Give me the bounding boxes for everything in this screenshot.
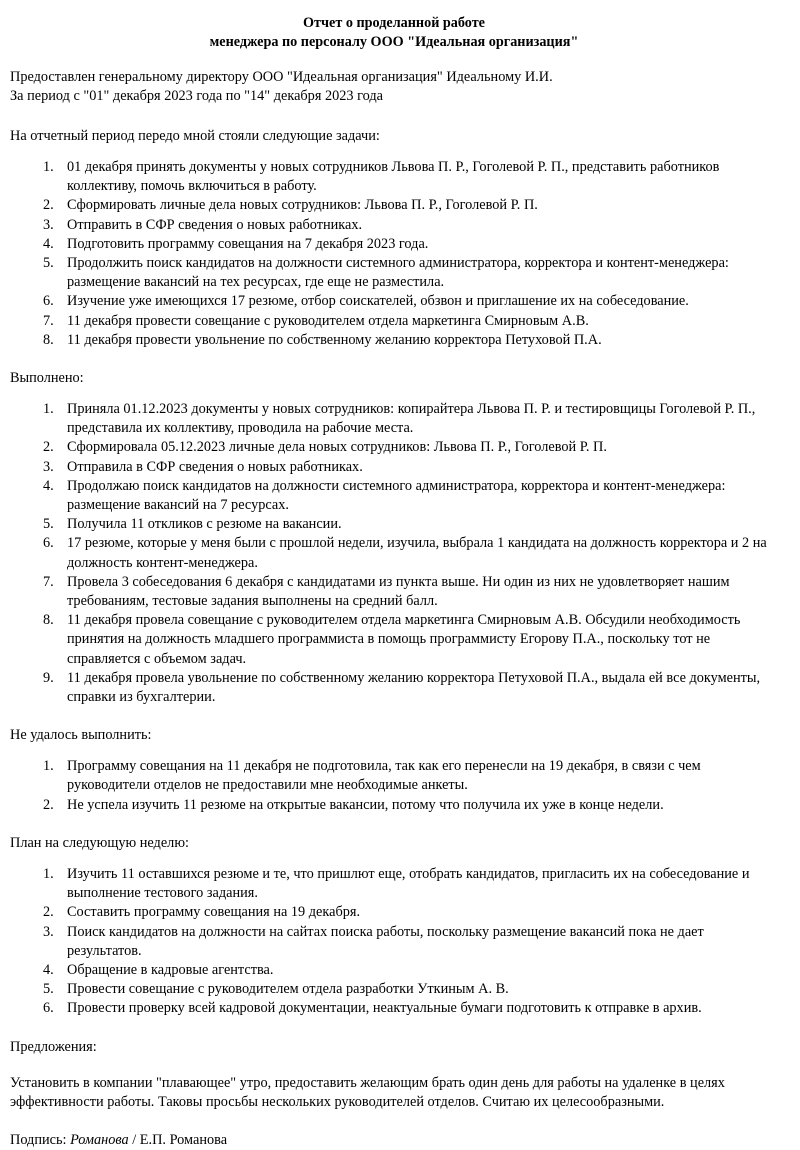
list-item: Изучение уже имеющихся 17 резюме, отбор соискателей, обзвон и приглашение их на собеседование.	[67, 293, 689, 310]
proposals-heading: Предложения:	[10, 1038, 97, 1055]
list-item: Сформировать личные дела новых сотрудников: Львова П. Р., Гоголевой Р. П.	[67, 197, 538, 214]
signature-printed-name: Е.П. Романова	[139, 1131, 228, 1148]
list-item: Провести совещание с руководителем отдела разработки Уткиным А. В.	[67, 981, 509, 998]
list-item: 11 декабря провела совещание с руководителем отдела маркетинга Смирновым А.В. Обсудили необходимость принятия на должность младшего программиста в помощь программисту Егорову П.А., поскольку тот не справляется с объемом задач.	[67, 612, 741, 667]
list-item: Продолжить поиск кандидатов на должности системного администратора, корректора и контент-менеджера: размещение вакансий на тех ресурсах, где еще не разместила.	[67, 255, 729, 291]
list-item: Не успела изучить 11 резюме на открытые вакансии, потому что получила их уже в конце недели.	[67, 796, 664, 813]
document-title-line-1: Отчет о проделанной работе	[303, 15, 485, 31]
list-item: 11 декабря провести совещание с руководителем отдела маркетинга Смирновым А.В.	[67, 312, 589, 329]
list-item: 11 декабря провести увольнение по собственному желанию корректора Петуховой П.А.	[67, 331, 602, 348]
list-item: Получила 11 откликов с резюме на вакансии.	[67, 516, 342, 533]
plan-list	[10, 865, 778, 1019]
list-item: Провести проверку всей кадровой документации, неактуальные бумаги подготовить к отправке в архив.	[67, 1000, 702, 1017]
list-item: Приняла 01.12.2023 документы у новых сотрудников: копирайтера Львова П. Р. и тестировщицы Гоголевой Р. П., представила их коллективу, проводила на рабочие места.	[67, 401, 756, 437]
signature-handwritten: Романова	[70, 1131, 129, 1148]
document-intro	[10, 68, 778, 106]
list-item: Сформировала 05.12.2023 личные дела новых сотрудников: Львова П. Р., Гоголевой Р. П.	[67, 439, 607, 456]
list-item: 17 резюме, которые у меня были с прошлой недели, изучила, выбрала 1 кандидата на должность корректора и 2 на должность контент-менеджера.	[67, 535, 767, 571]
completed-list	[10, 400, 778, 707]
signature-label: Подпись:	[10, 1131, 67, 1148]
list-item: Отправила в СФР сведения о новых работниках.	[67, 458, 363, 475]
plan-heading: План на следующую неделю:	[10, 834, 189, 851]
completed-heading: Выполнено:	[10, 370, 84, 387]
list-item: Подготовить программу совещания на 7 декабря 2023 года.	[67, 235, 429, 252]
list-item: Поиск кандидатов на должности на сайтах поиска работы, поскольку размещение вакансий пока не дает результатов.	[67, 923, 704, 959]
list-item: Обращение в кадровые агентства.	[67, 961, 274, 978]
tasks-list	[10, 158, 778, 350]
list-item: Продолжаю поиск кандидатов на должности системного администратора, корректора и контент-менеджера: размещение вакансий на 7 ресурсах.	[67, 477, 726, 514]
intro-period-line: За период с "01" декабря 2023 года по "14" декабря 2023 года	[10, 88, 384, 104]
failed-heading: Не удалось выполнить:	[10, 727, 152, 744]
document-title-line-2: менеджера по персоналу ООО "Идеальная организация"	[209, 33, 579, 50]
signature-separator: /	[132, 1131, 137, 1148]
list-item: Отправить в СФР сведения о новых работниках.	[67, 216, 363, 233]
signature-line	[10, 1131, 778, 1150]
list-item: Программу совещания на 11 декабря не подготовила, так как его перенесли на 19 декабря, в связи с чем руководители отделов не предоставили мне необходимые анкеты.	[67, 758, 701, 794]
list-item: Составить программу совещания на 19 декабря.	[67, 904, 361, 921]
document-title	[10, 14, 778, 51]
list-item: 11 декабря провела увольнение по собственному желанию корректора Петуховой П.А., выдала ей все документы, справки из бухгалтерии.	[67, 669, 761, 706]
list-item: Провела 3 собеседования 6 декабря с кандидатами из пункта выше. Ни один из них не удовлетворяет нашим требованиям, тестовые задания выполнены на средний балл.	[67, 573, 730, 610]
tasks-heading: На отчетный период передо мной стояли следующие задачи:	[10, 128, 380, 144]
failed-list	[10, 757, 778, 815]
proposals-text: Установить в компании "плавающее" утро, предоставить желающим брать один день для работы на удаленке в целях эффективности работы. Таковы просьбы нескольких руководителей отделов. Считаю их целесообразными.	[10, 1074, 725, 1110]
list-item: Изучить 11 оставшихся резюме и те, что пришлют еще, отобрать кандидатов, пригласить их на собеседование и выполнение тестового задания.	[67, 865, 750, 902]
intro-recipient-line: Предоставлен генеральному директору ООО "Идеальная организация" Идеальному И.И.	[10, 69, 553, 85]
list-item: 01 декабря принять документы у новых сотрудников Львова П. Р., Гоголевой Р. П., представить работников коллективу, помочь включиться в работу.	[67, 159, 720, 195]
